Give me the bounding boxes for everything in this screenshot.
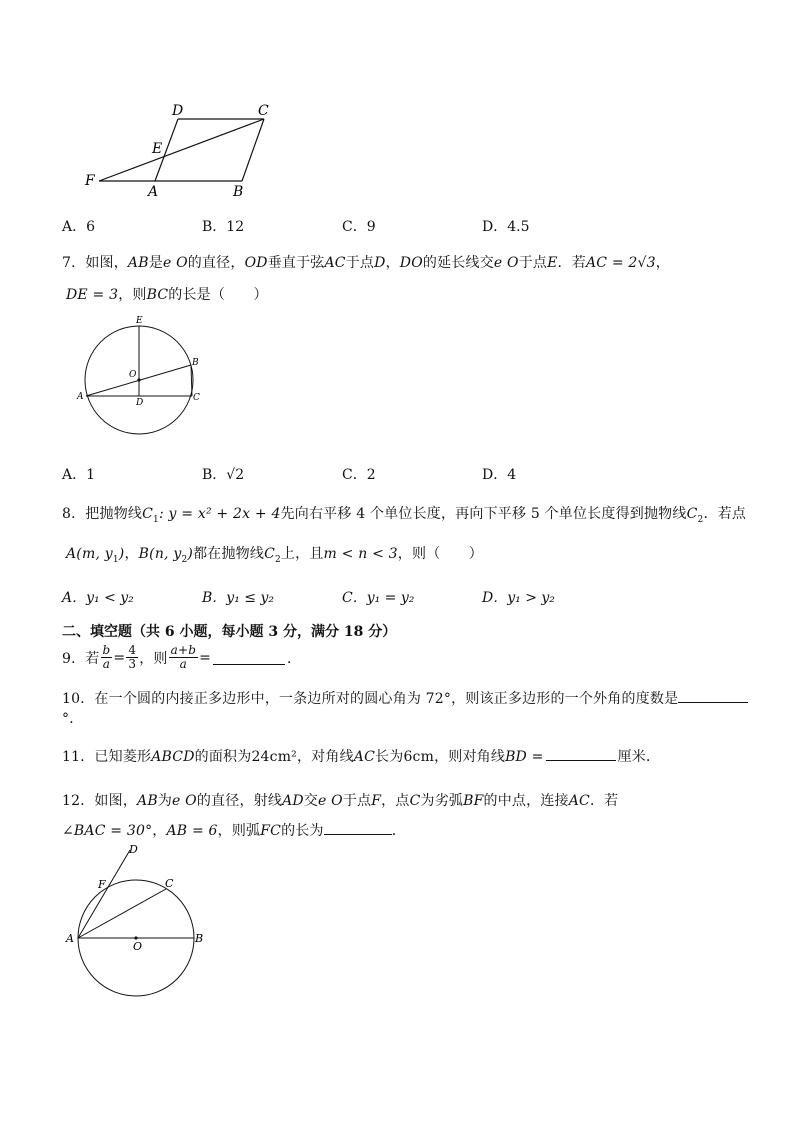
q8-text-2a: 都在抛物线 (193, 546, 265, 562)
q7-label-D: D (136, 398, 144, 408)
q11-abcd: ABCD (151, 749, 195, 765)
q12-fc: FC (260, 823, 282, 839)
q12-circle-o2: e O (318, 793, 343, 809)
q8-option-d (482, 587, 555, 607)
q7-bc: BC (146, 287, 169, 303)
q9-mid: ，则 (139, 650, 168, 667)
q7-option-d: D．4 (482, 467, 517, 483)
q10-text: 10．在一个圆的内接正多边形中，一条边所对的圆心角为 72°，则该正多边形的一个外角的度数是 (62, 691, 679, 707)
q11-text-e: ，则对角线 (434, 749, 506, 765)
q9-f1-num: b (102, 643, 111, 657)
q7-option-b: B．√2 (202, 467, 245, 483)
q6-option-c: C．9 (342, 219, 376, 235)
q12-text-1a: 12．如图， (62, 793, 138, 809)
q9-f1-den: a (102, 657, 111, 671)
section-2-title: 二、填空题（共 6 小题，每小题 3 分，满分 18 分） (62, 624, 397, 640)
q7-line-2 (66, 284, 268, 304)
q12-line-1 (62, 790, 618, 810)
q12-text-1h: 的中点，连接 (483, 793, 569, 809)
q8-c2: C (686, 506, 698, 522)
q12-text-1f: ，点 (381, 793, 410, 809)
q7-text-a: 如图， (85, 255, 128, 271)
q8-option-c (342, 587, 414, 607)
q12-text-2c: 的长为 (281, 823, 324, 839)
q11-text-b: 的面积为 (194, 749, 252, 765)
q12-text-1b: 为 (157, 793, 173, 809)
q8-text-1c: ．若点 (703, 506, 747, 522)
q7-od: OD (244, 255, 268, 271)
q7-text-e: 于点 (345, 255, 375, 271)
q7-line-1 (62, 252, 670, 272)
q8-point-a-sub: 1 (112, 554, 119, 565)
q9-line (62, 644, 301, 671)
label-E: E (152, 141, 163, 157)
q8-text-2c: ，则（ ） (397, 546, 483, 562)
q8-sep: ， (124, 546, 139, 562)
q8-c1-sub: 1 (153, 514, 159, 525)
q9-eq2: = (199, 649, 212, 666)
q7-ab: AB (127, 255, 149, 271)
label-B: B (233, 184, 244, 200)
q8-option-c-text: C．y₁ = y₂ (342, 590, 415, 606)
q11-text-c: ，对角线 (296, 749, 354, 765)
q8-text-1a: 8．把抛物线 (62, 506, 143, 522)
q9-f2-den: 3 (128, 657, 137, 671)
q8-text-2b: 上，且 (280, 546, 324, 562)
q8-point-a: A(m, y (66, 546, 113, 562)
q7-e: E (547, 255, 558, 271)
q12-label-O: O (133, 940, 143, 953)
q12-label-C: C (165, 877, 174, 890)
q12-ad: AD (282, 793, 304, 809)
label-A: A (148, 184, 159, 200)
q11-bd: BD = (505, 749, 544, 765)
q12-label-A: A (66, 932, 74, 945)
q7-text-c: 的直径， (187, 255, 245, 271)
q6-option-d: D．4.5 (482, 219, 530, 235)
q9-f3-num: a+b (170, 643, 197, 657)
q7-ac-eq: AC = 2√3 (585, 255, 656, 271)
q10-answer-blank[interactable] (678, 688, 748, 703)
q11-text-a: 11．已知菱形 (62, 749, 152, 765)
q11-line (62, 746, 660, 766)
q12-ab: AB (137, 793, 158, 809)
q12-text-1d: 交 (303, 793, 319, 809)
q8-c2-sub: 2 (697, 514, 704, 525)
q12-text-1e: 于点 (342, 793, 372, 809)
q11-length: 6cm (403, 749, 435, 765)
q7-text-b: 是 (148, 255, 163, 271)
q12-label-F: F (98, 878, 106, 891)
figure-parallelogram (80, 100, 280, 200)
q12-ac: AC (568, 793, 590, 809)
q8-line-2 (66, 543, 483, 565)
q8-line-1 (62, 503, 746, 525)
q9-eq: = (113, 649, 126, 666)
q12-label-D: D (129, 843, 138, 856)
q8-option-a (62, 587, 134, 607)
q12-text-1i: ．若 (589, 793, 619, 809)
q12-text-1g: 为劣弧 (420, 793, 464, 809)
q9-end: ． (287, 650, 302, 667)
q12-c: C (409, 793, 421, 809)
q7-do: DO (399, 255, 423, 271)
label-F: F (85, 173, 95, 189)
q12-answer-blank[interactable] (324, 820, 392, 835)
q7-d: D (374, 255, 386, 271)
q7-option-c: C．2 (342, 467, 376, 483)
q8-point-a-end: ) (118, 546, 125, 562)
q7-de-eq: DE = 3 (66, 287, 119, 303)
q6-option-b: B．12 (202, 219, 245, 235)
q11-text-d: 长为 (375, 749, 404, 765)
q7-circle-o: e O (162, 255, 188, 271)
q8-c1: C (142, 506, 154, 522)
q12-line-2 (62, 820, 406, 840)
q12-text-2b: ，则弧 (217, 823, 261, 839)
q11-area: 24cm² (251, 749, 297, 765)
q8-c2b: C (264, 546, 275, 562)
q11-unit: 厘米． (617, 749, 661, 765)
q12-text-2a: ， (152, 823, 167, 839)
q7-text-k: ，则 (118, 287, 147, 303)
q12-ab-eq: AB = 6 (166, 823, 218, 839)
q8-condition: m < n < 3 (323, 546, 398, 562)
label-C: C (258, 103, 269, 119)
q7-text-i: ．若 (557, 255, 586, 271)
q6-option-a: A．6 (62, 219, 96, 235)
q7-text-j: ， (655, 255, 670, 271)
q12-end: ． (391, 823, 406, 839)
q7-text-h: 于点 (518, 255, 548, 271)
q9-lead: 9．若 (62, 650, 100, 667)
q12-bf: BF (463, 793, 484, 809)
q9-fraction-2 (126, 644, 138, 671)
q7-option-a: A．1 (62, 467, 96, 483)
q8-point-b-end: ) (187, 546, 194, 562)
q7-label-E: E (136, 316, 143, 326)
q8-point-b-sub: 2 (181, 554, 188, 565)
q9-fraction-1 (101, 644, 113, 671)
q7-label-C: C (193, 393, 200, 403)
q9-f3-den: a (179, 657, 188, 671)
q9-fraction-3 (169, 644, 199, 671)
q8-option-b (202, 587, 274, 607)
q11-ac: AC (353, 749, 376, 765)
q12-circle-o: e O (172, 793, 197, 809)
q9-f2-num: 4 (128, 643, 137, 657)
q12-f: F (371, 793, 382, 809)
q8-option-d-text: D．y₁ > y₂ (482, 590, 555, 606)
q8-option-b-text: B．y₁ ≤ y₂ (202, 590, 274, 606)
q7-ac: AC (324, 255, 346, 271)
q7-text-l: 的长是（ ） (168, 287, 268, 303)
q10-line-2: °． (62, 711, 84, 727)
q8-c2b-sub: 2 (274, 554, 281, 565)
q12-text-1c: 的直径，射线 (196, 793, 283, 809)
figure-circle-q12 (62, 840, 222, 1000)
q7-label-O: O (129, 370, 137, 380)
q8-point-b: B(n, y (138, 546, 182, 562)
label-D: D (172, 103, 184, 119)
q8-option-a-text: A．y₁ < y₂ (62, 590, 134, 606)
q7-text-f: ， (385, 255, 400, 271)
q8-equation: : y = x² + 2x + 4 (158, 506, 281, 522)
q7-text-d: 垂直于弦 (267, 255, 325, 271)
q7-circle-o2: e O (493, 255, 519, 271)
q7-number: 7． (62, 255, 86, 271)
q10-line-1 (62, 688, 748, 708)
q7-text-g: 的延长线交 (422, 255, 494, 271)
q9-answer-blank[interactable] (213, 650, 285, 665)
figure-circle-q7 (76, 312, 216, 440)
q12-label-B: B (195, 932, 204, 945)
q7-label-A: A (77, 392, 84, 402)
q7-label-B: B (192, 358, 199, 368)
q11-answer-blank[interactable] (546, 746, 616, 761)
q8-text-1b: 先向右平移 4 个单位长度，再向下平移 5 个单位长度得到抛物线 (280, 506, 687, 522)
q12-angle: ∠BAC = 30° (62, 823, 153, 839)
